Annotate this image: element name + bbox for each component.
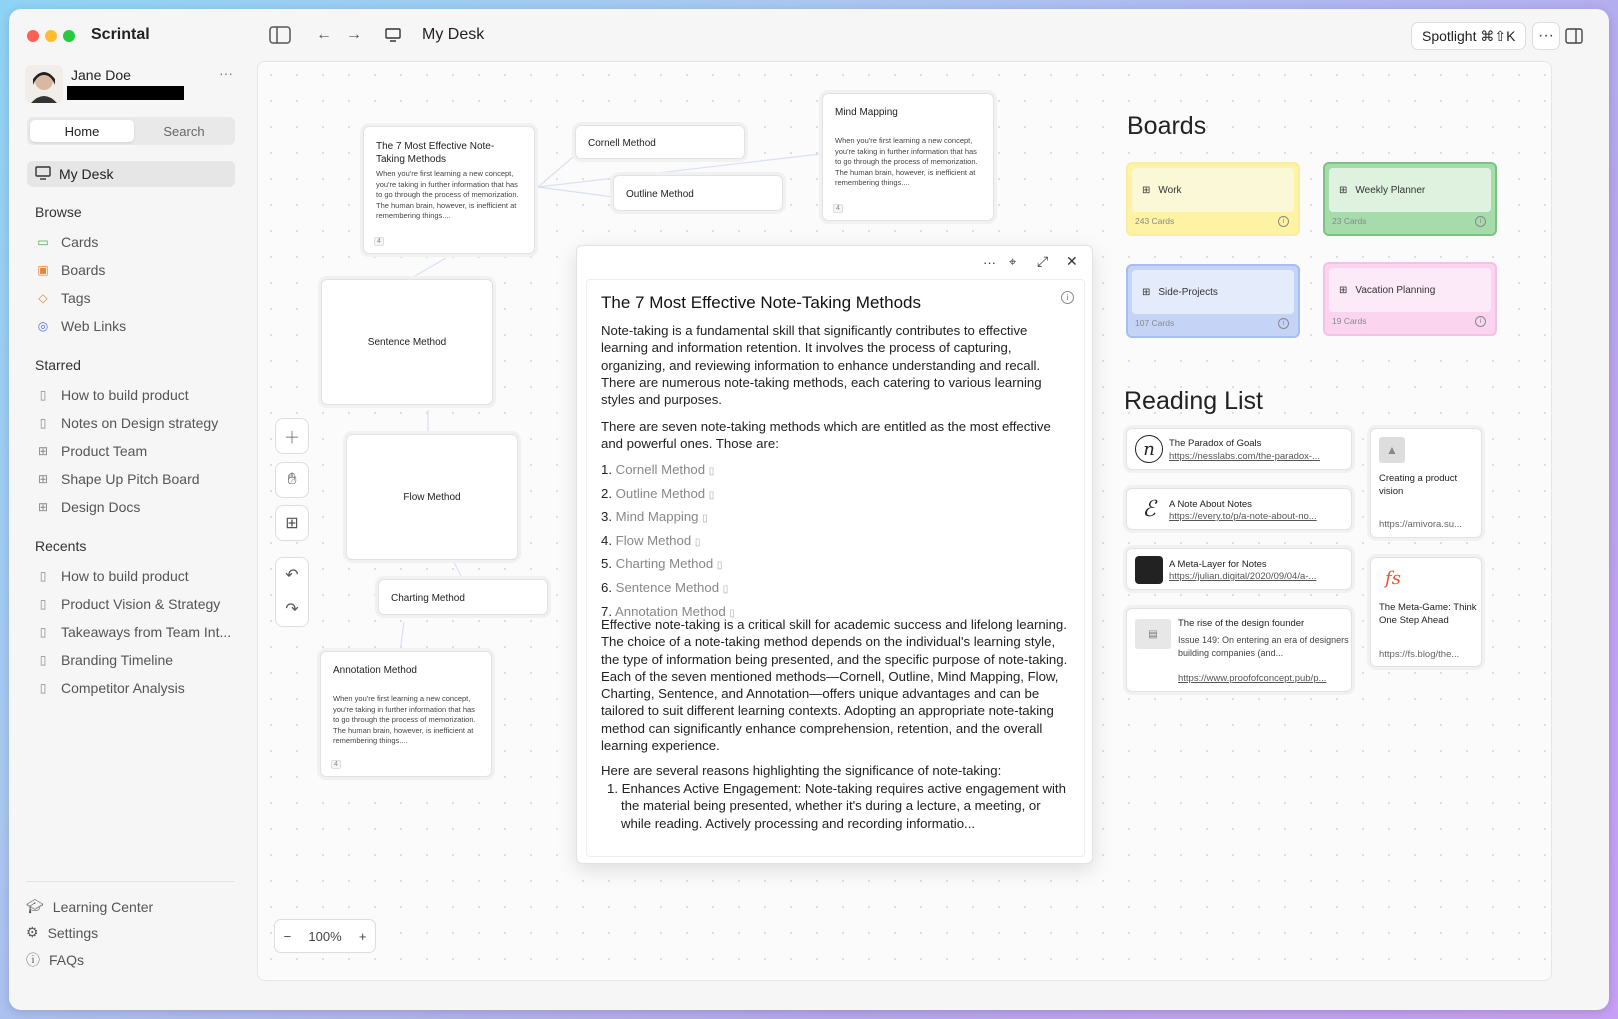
more-icon[interactable]: ··· [1532, 22, 1560, 50]
footer-label: Settings [47, 924, 99, 941]
help-icon: ⓘ [26, 952, 40, 968]
card-mind-mapping[interactable] [822, 93, 994, 221]
reading-item[interactable] [1126, 548, 1352, 590]
add-card-tool[interactable] [275, 418, 309, 454]
card-body: When you're first learning a new concept, you're taking in further information that has to go through the process of memorization. The human brain, however, is inefficient at remembering things.... [333, 694, 476, 745]
sidebar-item-label: Web Links [61, 318, 127, 334]
faqs-link[interactable] [26, 950, 84, 970]
starred-item[interactable] [35, 385, 189, 405]
hand-icon[interactable]: ✋︎ [287, 471, 297, 488]
boards-heading: Boards [1127, 112, 1207, 140]
recent-item[interactable] [35, 650, 173, 670]
zoom-in-button[interactable]: + [358, 928, 367, 944]
redacted-email [67, 86, 184, 100]
expand-icon[interactable]: ⤢ [1037, 253, 1049, 269]
reading-url[interactable]: https://amivora.su... [1379, 519, 1462, 530]
board-grid-icon: ⊞ [37, 444, 49, 458]
globe-icon: ◎ [37, 319, 49, 333]
starred-item[interactable] [35, 413, 218, 433]
nesslabs-logo-icon: n [1135, 435, 1163, 463]
mountain-thumbnail-icon: ▲ [1379, 437, 1405, 463]
recent-item[interactable] [35, 678, 185, 698]
zoom-control [274, 919, 376, 953]
plus-icon[interactable]: ＋ [283, 429, 300, 447]
boards-icon: ▣ [37, 263, 49, 277]
sidebar-item-label: My Desk [59, 166, 114, 182]
add-board-icon[interactable]: ⊞ [285, 515, 299, 532]
reading-url[interactable]: https://fs.blog/the... [1379, 649, 1460, 660]
board-count: 23 Cards [1332, 216, 1367, 226]
reading-title: The Paradox of Goals [1169, 438, 1262, 449]
document-icon: ▯ [39, 416, 47, 430]
sidebar-item-web-links[interactable] [35, 316, 126, 336]
list-item[interactable]: 3. Mind Mapping ▯ [601, 509, 708, 525]
card-title: Cornell Method [588, 138, 656, 149]
reading-item[interactable] [1370, 557, 1482, 667]
detail-paragraph: Here are several reasons highlighting the significance of note-taking: [601, 763, 1002, 778]
graduation-cap-icon: 🎓︎ [26, 898, 44, 914]
tag-icon: ◇ [38, 291, 48, 305]
list-item[interactable]: 7. Annotation Method ▯ [601, 603, 735, 619]
user-name: Jane Doe [71, 67, 131, 83]
starred-heading: Starred [35, 357, 81, 373]
recents-heading: Recents [35, 538, 87, 554]
list-item[interactable]: 1. Cornell Method ▯ [601, 462, 715, 477]
user-menu-icon[interactable]: ··· [219, 65, 233, 81]
sidebar-item-label: Takeaways from Team Int... [61, 624, 232, 640]
reading-title: The rise of the design founder [1178, 618, 1305, 629]
sidebar-item-label: Notes on Design strategy [61, 415, 219, 431]
card-count-badge: 4 [331, 760, 341, 769]
sidebar-item-label: Competitor Analysis [61, 680, 185, 696]
reading-title: Creating a product vision [1379, 473, 1458, 497]
board-name: Vacation Planning [1355, 284, 1436, 296]
sidebar-item-label: How to build product [61, 387, 189, 403]
design-founder-thumbnail-icon: ▤ [1135, 619, 1171, 649]
cards-icon: ▭ [37, 235, 49, 249]
card-detail-panel [576, 245, 1093, 864]
more-icon[interactable]: ··· [983, 255, 996, 270]
sidebar-item-label: Design Docs [61, 499, 141, 515]
board-vacation-planning[interactable] [1323, 262, 1497, 336]
reading-url[interactable]: https://nesslabs.com/the-paradox-... [1169, 451, 1321, 462]
sidebar-item-tags[interactable] [35, 288, 91, 308]
board-name: Side-Projects [1158, 286, 1218, 298]
sidebar-item-boards[interactable] [35, 260, 105, 280]
back-arrow-icon[interactable]: ← [316, 26, 332, 43]
board-name: Weekly Planner [1355, 184, 1426, 196]
list-item[interactable]: 4. Flow Method ▯ [601, 532, 701, 548]
card-title: Mind Mapping [835, 107, 898, 118]
zoom-out-button[interactable]: − [283, 928, 292, 944]
sidebar-item-my-desk[interactable] [27, 161, 235, 187]
julian-logo-icon [1135, 556, 1163, 584]
reading-description: Issue 149: On entering an era of designers building companies (and... [1178, 635, 1349, 658]
list-item[interactable]: 5. Charting Method ▯ [601, 556, 723, 572]
starred-item[interactable] [35, 497, 140, 517]
card-charting[interactable] [378, 579, 548, 615]
minimize-window-button[interactable] [45, 30, 57, 42]
board-grid-icon: ⊞ [1142, 286, 1151, 298]
right-panel-icon[interactable] [1560, 22, 1588, 50]
home-search-toggle [27, 117, 235, 145]
detail-paragraph: Effective note-taking is a critical skill for academic success and lifelong learning. The choice of a note-taking method depends on the individual's learning style, the type of information being presented, and the specific purpose of note-taking. Each of the seven mentioned methods—Cornell, Outline, Mind Mapping, Flow, Charting, Sentence, and Annotation—offers unique advantages and can be tailored to suit different learning contexts. Adopting an appropriate note-taking method can significantly enhance comprehension, retention, and the overall learning experience. [601, 617, 1068, 754]
every-logo-icon: ℰ [1142, 496, 1156, 522]
fs-logo-icon: fs [1385, 567, 1401, 589]
sidebar-item-label: Boards [61, 262, 106, 278]
card-count-badge: 4 [833, 204, 843, 213]
footer-label: FAQs [49, 952, 85, 968]
detail-paragraph: 1. Enhances Active Engagement: Note-taking requires active engagement with the material being presented, whether it's during a lecture, a meeting, or while reading. Actively processing and recording informatio... [607, 781, 1066, 831]
document-icon: ▯ [39, 388, 47, 402]
browse-heading: Browse [35, 204, 82, 220]
card-title: Sentence Method [367, 337, 447, 348]
recent-item[interactable] [35, 622, 231, 642]
tab-home[interactable]: Home [30, 120, 134, 142]
detail-paragraph: Note-taking is a fundamental skill that significantly contributes to effective learning and information retention. It involves the process of capturing, organizing, and reviewing information to enhance understanding and recall. There are numerous note-taking methods, each catering to various learning styles and purposes. [601, 323, 1042, 408]
document-icon: ▯ [39, 597, 47, 611]
document-icon: ▯ [39, 681, 47, 695]
board-grid-icon: ⊞ [1142, 184, 1151, 196]
sidebar-item-label: Product Team [61, 443, 148, 459]
sidebar-toggle-icon[interactable] [269, 25, 291, 45]
card-body: When you're first learning a new concept, you're taking in further information that has to go through the process of memorization. The human brain, however, is inefficient at remembering things.... [835, 136, 978, 187]
hand-tool[interactable] [275, 462, 309, 498]
close-icon[interactable]: ✕ [1066, 253, 1078, 269]
board-grid-icon: ⊞ [1339, 184, 1348, 196]
board-count: 243 Cards [1135, 216, 1175, 226]
sidebar-item-label: Tags [61, 290, 91, 306]
board-count: 19 Cards [1332, 316, 1367, 326]
starred-item[interactable] [35, 469, 200, 489]
sidebar-item-label: Shape Up Pitch Board [61, 471, 200, 487]
learning-center-link[interactable] [26, 898, 153, 915]
card-title: Annotation Method [333, 665, 417, 676]
starred-item[interactable] [35, 441, 147, 461]
card-title: Charting Method [391, 593, 465, 604]
board-grid-icon: ⊞ [37, 500, 49, 514]
desk-icon [384, 26, 402, 44]
list-item[interactable]: 6. Sentence Method ▯ [601, 579, 729, 595]
reading-url[interactable]: https://www.proofofconcept.pub/p... [1178, 673, 1327, 684]
reading-item[interactable] [1126, 488, 1352, 530]
reading-title: The Meta-Game: Think One Step Ahead [1379, 602, 1477, 626]
info-icon[interactable]: i [1061, 291, 1074, 304]
info-icon[interactable]: i [1278, 318, 1289, 329]
board-name: Work [1158, 184, 1182, 196]
recent-item[interactable] [35, 594, 220, 614]
card-title: The 7 Most Effective Note-Taking Methods [376, 141, 495, 165]
desk-icon [35, 166, 51, 183]
reading-item[interactable] [1126, 608, 1352, 692]
card-annotation[interactable] [320, 651, 492, 777]
board-tool[interactable] [275, 505, 309, 541]
sidebar-item-label: Product Vision & Strategy [61, 596, 221, 612]
board-grid-icon: ⊞ [1339, 284, 1348, 296]
close-window-button[interactable] [27, 30, 39, 42]
card-body: When you're first learning a new concept, you're taking in further information that has to go through the process of memorization. The human brain, however, is inefficient at remembering things.... [376, 169, 519, 220]
reading-title: A Meta-Layer for Notes [1169, 559, 1267, 570]
app-window [9, 9, 1609, 1010]
card-main[interactable] [363, 126, 535, 254]
spotlight-button[interactable]: Spotlight ⌘⇧K [1411, 22, 1526, 50]
card-sentence[interactable] [321, 279, 493, 405]
method-list [601, 459, 1069, 624]
list-item[interactable]: 2. Outline Method ▯ [601, 485, 715, 501]
gear-icon: ⚙ [26, 924, 39, 940]
card-flow[interactable] [346, 434, 518, 560]
avatar[interactable] [25, 65, 63, 103]
footer-label: Learning Center [52, 898, 154, 915]
divider [26, 881, 234, 882]
app-name: Scrintal [91, 26, 150, 43]
history-tools [275, 557, 309, 627]
board-count: 107 Cards [1135, 318, 1175, 328]
card-count-badge: 4 [374, 237, 384, 246]
reading-list-heading: Reading List [1124, 387, 1263, 415]
board-grid-icon: ⊞ [37, 472, 49, 486]
board-weekly-planner[interactable] [1323, 162, 1497, 236]
card-cornell[interactable] [575, 125, 745, 159]
card-title: Outline Method [626, 189, 694, 200]
sidebar-item-label: Branding Timeline [61, 652, 174, 668]
zoom-level: 100% [308, 928, 342, 944]
reading-title: A Note About Notes [1169, 499, 1252, 510]
zoom-window-button[interactable] [63, 30, 75, 42]
info-icon[interactable]: i [1475, 316, 1486, 327]
card-title: Flow Method [403, 492, 461, 503]
settings-link[interactable] [26, 924, 98, 941]
reading-item[interactable] [1370, 428, 1482, 538]
reading-url[interactable]: https://every.to/p/a-note-about-no... [1169, 511, 1317, 522]
document-icon: ▯ [39, 625, 47, 639]
sidebar-item-label: Cards [61, 234, 99, 250]
board-work[interactable] [1126, 162, 1300, 236]
redo-icon[interactable]: ↷ [285, 601, 299, 618]
reading-url[interactable]: https://julian.digital/2020/09/04/a-... [1169, 571, 1317, 582]
sidebar-item-label: How to build product [61, 568, 189, 584]
recent-item[interactable] [35, 566, 189, 586]
detail-paragraph: There are seven note-taking methods which are entitled as the most effective and powerful ones. Those are: [601, 419, 1051, 452]
reading-item[interactable] [1126, 428, 1352, 470]
info-icon[interactable]: i [1475, 216, 1486, 227]
card-outline[interactable] [613, 175, 783, 211]
detail-title: The 7 Most Effective Note-Taking Methods [601, 293, 922, 312]
document-icon: ▯ [39, 569, 47, 583]
forward-arrow-icon[interactable]: → [346, 26, 362, 43]
board-side-projects[interactable] [1126, 264, 1300, 338]
sidebar-item-cards[interactable] [35, 232, 98, 252]
tab-search[interactable]: Search [163, 123, 205, 139]
page-title: My Desk [422, 26, 485, 43]
location-pin-icon[interactable]: ⌖ [1009, 254, 1017, 269]
document-icon: ▯ [39, 653, 47, 667]
info-icon[interactable]: i [1278, 216, 1289, 227]
undo-icon[interactable]: ↶ [285, 567, 299, 584]
